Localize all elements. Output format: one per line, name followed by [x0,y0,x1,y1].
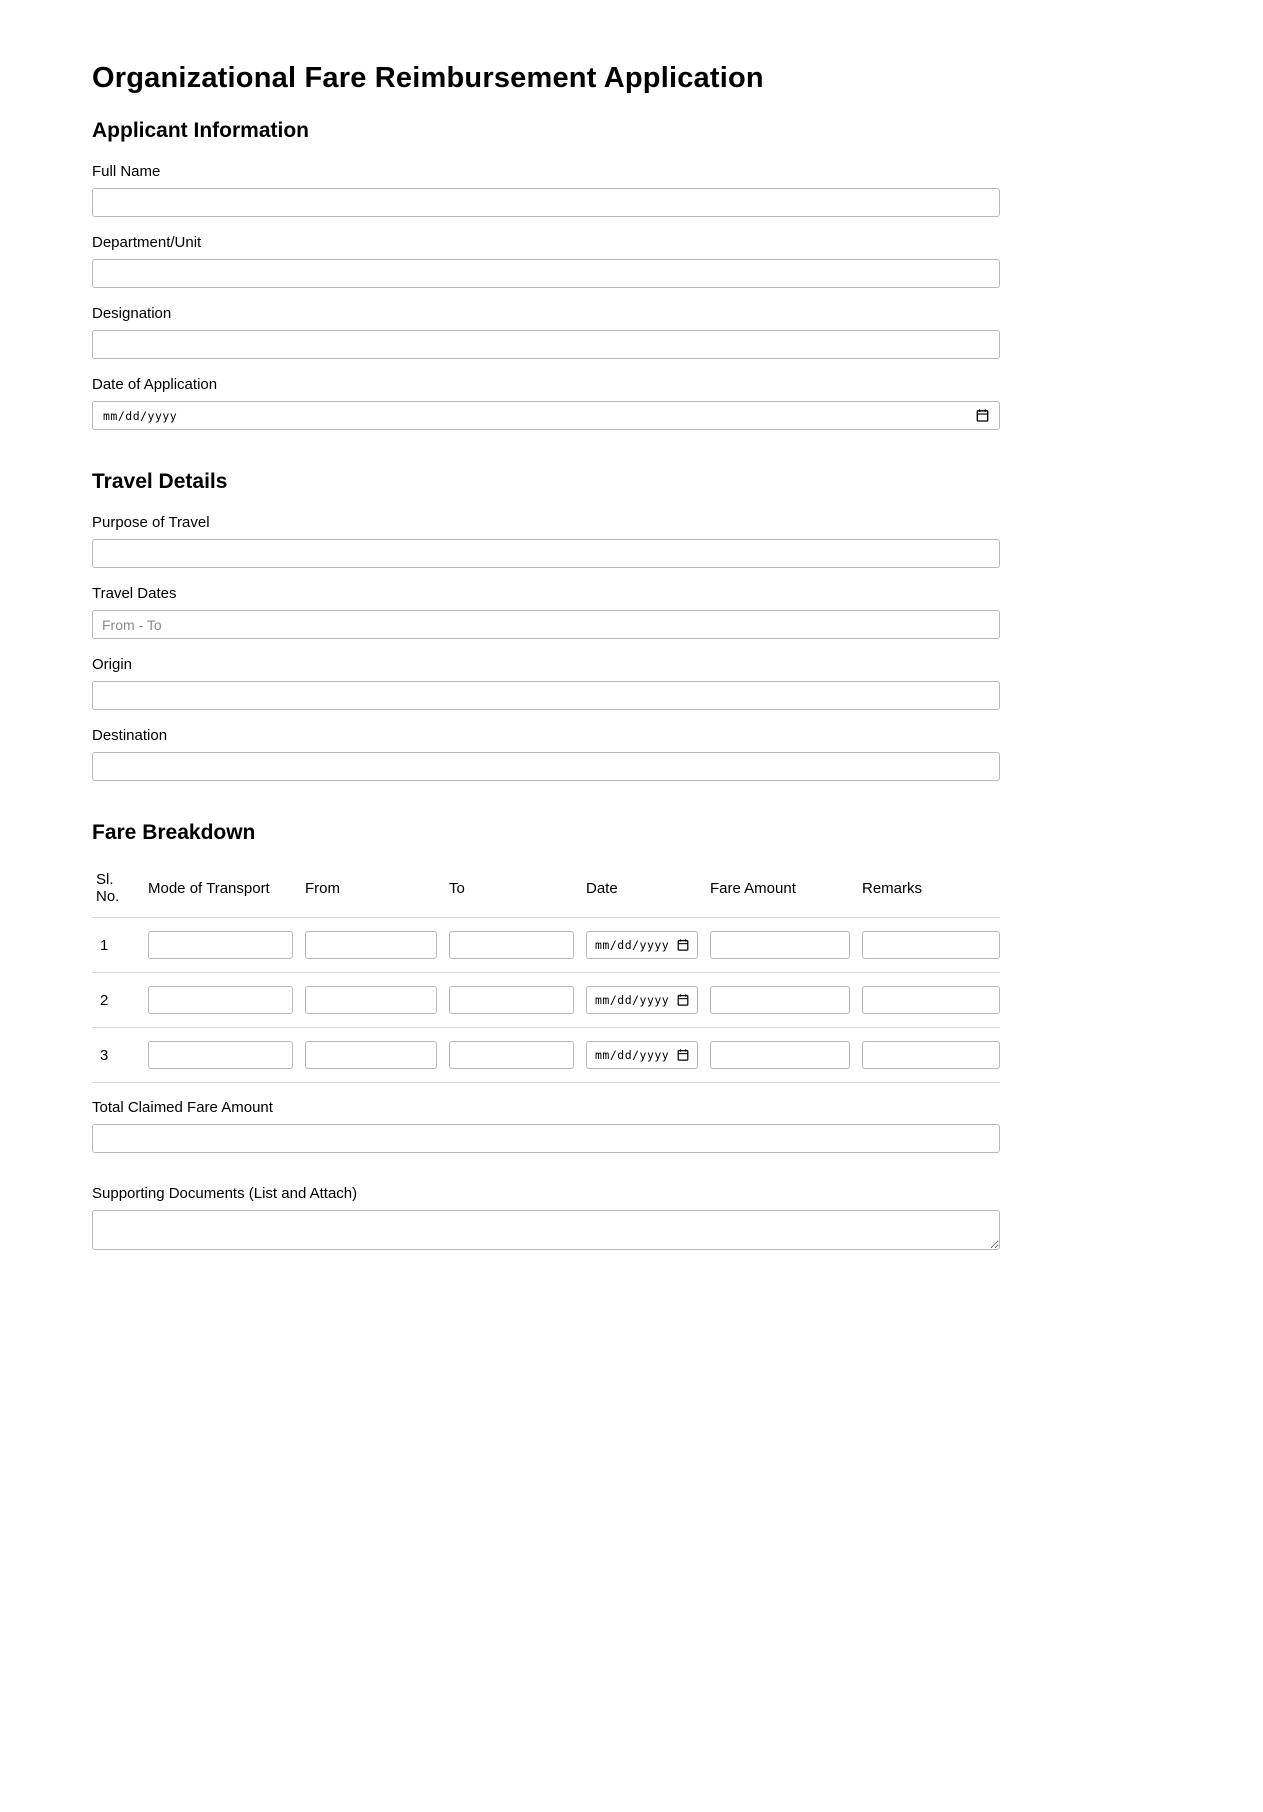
row-2-to-input[interactable] [449,986,574,1014]
table-row-1 [92,918,1000,973]
row-1-cell-fare-amount [710,931,850,959]
table-row-2 [92,973,1000,1028]
field-destination [92,727,1000,781]
field-origin [92,656,1000,710]
field-date-of-application [92,376,1000,430]
department-unit-label: Department/Unit [92,234,202,251]
table-header-row [92,865,1000,918]
form-content [92,62,1000,1255]
date-of-application-input[interactable] [92,401,1000,430]
field-purpose-of-travel [92,514,1000,568]
row-1-date-input[interactable] [586,931,698,959]
row-1-cell-mode [148,931,293,959]
row-1-cell-date [586,931,698,959]
row-2-cell-date [586,986,698,1014]
row-1-mode-input[interactable] [148,931,293,959]
row-2-date-input[interactable] [586,986,698,1014]
fare-breakdown-heading: Fare Breakdown [92,821,256,844]
origin-label: Origin [92,656,133,673]
purpose-of-travel-input[interactable] [92,539,1000,568]
travel-details-heading: Travel Details [92,470,228,493]
column-header-from: From [305,879,340,897]
field-travel-dates [92,585,1000,639]
row-3-cell-fare-amount [710,1041,850,1069]
designation-label: Designation [92,305,172,322]
date-placeholder-text: mm/dd/yyyy [595,1048,670,1062]
total-claimed-fare-amount-input[interactable] [92,1124,1000,1153]
travel-dates-input[interactable] [92,610,1000,639]
field-department-unit [92,234,1000,288]
row-3-sl-no: 3 [100,1046,109,1064]
row-1-from-input[interactable] [305,931,437,959]
row-2-from-input[interactable] [305,986,437,1014]
row-3-mode-input[interactable] [148,1041,293,1069]
date-placeholder-text: mm/dd/yyyy [595,938,670,952]
date-of-application-label: Date of Application [92,376,218,393]
calendar-icon[interactable] [677,939,689,951]
row-3-cell-remarks [862,1041,1000,1069]
supporting-documents-input[interactable] [92,1210,1000,1250]
row-3-remarks-input[interactable] [862,1041,1000,1069]
column-header-sl-no: Sl. No. [96,871,120,905]
row-3-cell-from [305,1041,437,1069]
column-header-mode-of-transport: Mode of Transport [148,879,270,897]
field-supporting-documents [92,1185,1000,1255]
row-1-cell-from [305,931,437,959]
row-3-cell-date [586,1041,698,1069]
calendar-icon[interactable] [677,994,689,1006]
section-travel-details [92,470,1000,781]
date-placeholder-text: mm/dd/yyyy [595,993,670,1007]
column-header-remarks: Remarks [862,879,923,897]
section-applicant-information [92,119,1000,430]
row-2-fare-amount-input[interactable] [710,986,850,1014]
date-placeholder-text: mm/dd/yyyy [103,408,178,423]
row-3-fare-amount-input[interactable] [710,1041,850,1069]
destination-label: Destination [92,727,168,744]
row-1-cell-to [449,931,574,959]
total-claimed-fare-amount-label: Total Claimed Fare Amount [92,1099,273,1116]
row-2-cell-fare-amount [710,986,850,1014]
column-header-date: Date [586,879,618,897]
row-2-sl-no: 2 [100,991,109,1009]
row-2-remarks-input[interactable] [862,986,1000,1014]
page-title: Organizational Fare Reimbursement Application [92,62,764,94]
row-3-cell-mode [148,1041,293,1069]
purpose-of-travel-label: Purpose of Travel [92,514,210,531]
full-name-label: Full Name [92,163,161,180]
applicant-information-heading: Applicant Information [92,119,309,142]
calendar-icon[interactable] [976,409,989,422]
designation-input[interactable] [92,330,1000,359]
field-designation [92,305,1000,359]
travel-dates-label: Travel Dates [92,585,177,602]
destination-input[interactable] [92,752,1000,781]
field-full-name [92,163,1000,217]
row-1-sl-no: 1 [100,936,109,954]
row-2-mode-input[interactable] [148,986,293,1014]
row-1-cell-remarks [862,931,1000,959]
row-2-cell-to [449,986,574,1014]
column-header-to: To [449,879,465,897]
table-row-3 [92,1028,1000,1083]
row-3-cell-to [449,1041,574,1069]
column-header-fare-amount: Fare Amount [710,879,796,897]
row-1-remarks-input[interactable] [862,931,1000,959]
section-fare-breakdown [92,821,1000,1255]
row-3-to-input[interactable] [449,1041,574,1069]
field-total-claimed-fare-amount [92,1099,1000,1153]
full-name-input[interactable] [92,188,1000,217]
row-2-cell-from [305,986,437,1014]
calendar-icon[interactable] [677,1049,689,1061]
origin-input[interactable] [92,681,1000,710]
supporting-documents-label: Supporting Documents (List and Attach) [92,1185,358,1202]
fare-breakdown-table [92,865,1000,1083]
department-unit-input[interactable] [92,259,1000,288]
row-2-cell-mode [148,986,293,1014]
row-3-date-input[interactable] [586,1041,698,1069]
row-3-from-input[interactable] [305,1041,437,1069]
row-1-to-input[interactable] [449,931,574,959]
row-2-cell-remarks [862,986,1000,1014]
row-1-fare-amount-input[interactable] [710,931,850,959]
